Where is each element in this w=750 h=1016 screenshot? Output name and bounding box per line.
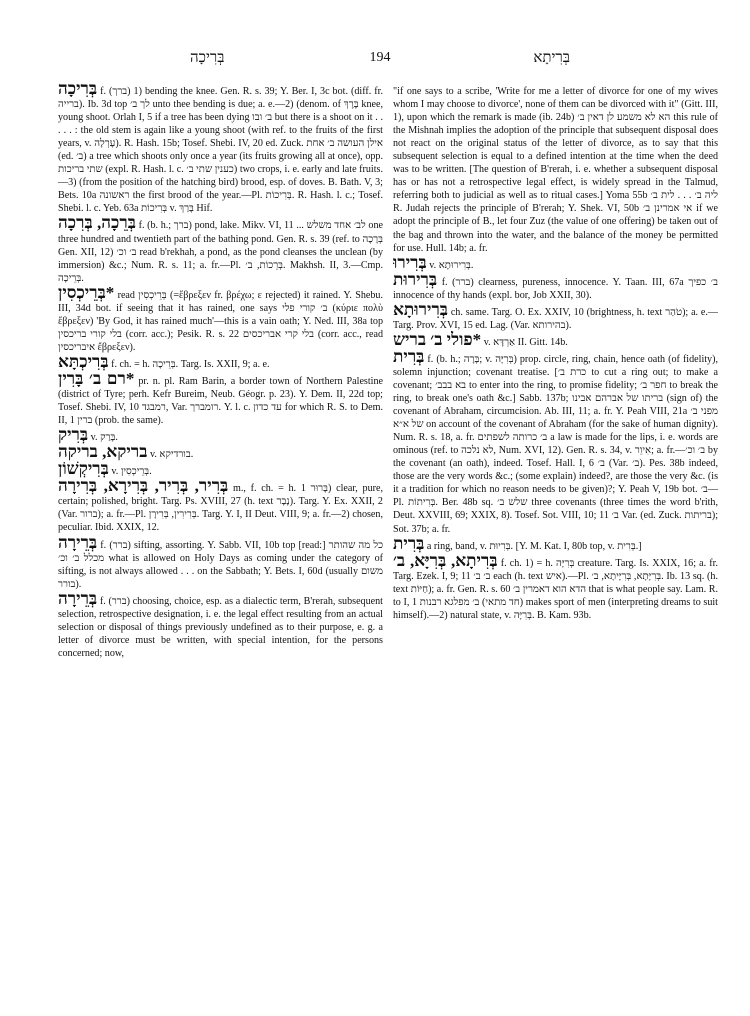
entry-headword: בְּרִיתָא, בְּרִיָּא, ב׳	[393, 550, 498, 570]
entry-headword: בְּרִיקְשׁוֹן	[58, 459, 109, 479]
entry-headword: בְּרִיכְתָּא	[58, 351, 109, 371]
dictionary-entry	[58, 368, 383, 427]
entry-text: read בְּרֵיכְסִין (=ἔβρεξεν fr. βρέχω; ε rejected) it rained. Y. Shebu. III, 34d bot. if seeing that it has rained, one says ב׳ קורי פלי (κύριε πολὺ ἔβρεξεν) 'By God, it has rained much'—this is a vain oath; Y. Ned. III, 38a top בלי קורי בריכסין (corr. acc.); Pesik. R. s. 22 בלי קרי אבריכסים (corr. acc., read איבריכסין ἔβρεξεν).	[58, 289, 383, 353]
entry-text: f. (ברר) choosing, choice, esp. as a dialectic term, B'rerah, subsequent selection, retrospective designation, i. e. the legal effect resulting from an actual selection or disposal of things previously undefined as to their purpose, e. g. a letter of divorce must be written, with special intention, for the persons concerned; now,	[58, 595, 383, 659]
dictionary-entry	[58, 82, 383, 215]
page-header	[40, 50, 720, 74]
entry-headword: בְּרֵכָה, בְּרִכָה	[58, 213, 136, 233]
entry-text: "if one says to a scribe, 'Write for me a letter of divorce for one of my wives whom I may choose to divorce', none of them can be divorced with it" (Gitt. III, 1), upon which the remark is made (ib. 24b) הא לא משמע לן דאין ב׳ this rule of the Mishnah implies the adoption of the principle that subsequent disposal does not react on the original status of the letter of divorce, as to say that this subsequent selection is equal to a defined intention at the time when the deed was to be written. [The question of B'rerah, i. e. whether a subsequent disposal has or has not a retrospective legal effect, is widely spread in the Talmud, referring both to judicial as well as to ritual cases.] Yoma 55b ליה ב׳ . . . לית ב׳ R. Judah rejects the principle of B'rerah; Y. Shek. VI, 50b אי אמרינן ב׳ if we adopt the principle of B., let four Zuz (the value of one offering) be taken out of the bag and thrown into the water, and the balance of the money be permitted for use. Hull. 14b; a. fr.	[393, 86, 718, 254]
entry-headword: בְּרִיר, בְּרִיר, בְּרִירָא, בְּרִירָה	[58, 476, 229, 496]
entry-text: f. (ברר) sifting, assorting. Y. Sabb. VII, 10b top [read:] כל מה שהותר מכלל ב׳ וכ׳ what is allowed on Holy Days as coming under the category of sifting, is not always allowed . . . on the Sabbath; Y. Bets. I, 60d (usually משום בורר).	[58, 539, 383, 590]
entry-text: f. (ברר) clearness, pureness, innocence. Y. Taan. III, 67a ב׳ כפיך innocence of thy hands (expl. bor, Job XXII, 30).	[393, 276, 718, 301]
entry-headword: בְּרִית	[393, 346, 425, 366]
entry-text: f. ch. 1) = h. בְּרִיָּה creature. Targ. Is. XXIX, 16; a. fr. Targ. Ezek. I, 9; 11 ב׳ ב׳ each (h. text איש).—Pl. בְּרִיָּתָא, בְּרִיָּיתָא, ב׳. Ib. 13 sq. (h. text חַיּוֹת); a. fr. Gen. R. s. 60 הדא הוא דאמרין ב׳ that is what people say. Lam. R. to I, 1 חד מתאי) ב׳ מפלגא רבנות) makes sport of men (interpreting dreams to suit himself).—2) natural state, v. בְּרִיָּה. B. Kam. 93b.	[393, 557, 718, 621]
entry-text: v. אַרְדָּא II. Gitt. 14b.	[483, 336, 568, 348]
entry-text: f. (ברך) 1) bending the knee. Gen. R. s. 39; Y. Ber. I, 3c bot. (diff. fr. ברייה). Ib. 3d top לך ב׳ unto thee bending is due; a. e.—2) (denom. of בֶּרֶךְ knee, young shoot. Orlah I, 5 if a tree has been dying ב׳ ובו but there is a shoot on it . . . . . : the old stem is again like a young shoot (with ref. to the fruits of the first years, v. עָרְלָה). R. Hash. 15b; Tosef. Shebi. IV, 20 ed. Zuck. אילן העושה ב׳ אחת (ed. ב׳) a tree which shoots only once a year (its fruits growing all at once), opp. שתי בריכות (expl. R. Hash. l. c. כענין שתי ב׳) two crops, i. e. early and late fruits.—3) (from the position of the hatching bird) brood, esp. of doves. B. Bath. V, 3; Bets. 10a ראשונה the first brood of the year.—Pl. בְּרִיכוֹת. R. Hash. l. c.; Tosef. Shebi. l. c. Yeb. 63a בְּרִיכוֹת v. בָּרַךְ Hif.	[58, 86, 383, 215]
entry-text: m., f. ch. = h. בָּרוּר 1) clear, pure, certain; polished, bright. Targ. Ps. XVIII, 27 (h. text נָבָר). Targ. Y. Ex. XXII, 2 (Var. ברור); a. fr.—Pl. בְּרִירִין, בְּרִירָן. Targ. Y. I, II Deut. VIII, 9; a. fr.—2) chosen, peculiar. Ibid. XXIX, 12.	[58, 483, 383, 534]
entry-headword: בְּרֵירָה	[58, 588, 98, 608]
entry-text: ch. same. Targ. O. Ex. XXIV, 10 (brightness, h. text טֹהַר); a. e.—Targ. Prov. XVI, 15 ed. Lag. (Var. בהירותא).	[393, 306, 718, 331]
dictionary-entry	[393, 329, 718, 349]
entry-headword: בְּרִית	[393, 533, 425, 553]
dictionary-entry	[393, 346, 718, 536]
entry-headword: בְּרֵירָה	[58, 532, 98, 552]
entry-text: v. בָּרַק.	[90, 432, 118, 444]
dictionary-entry	[58, 213, 383, 284]
entry-headword: *בְּרֵיכְסִין	[58, 282, 115, 302]
entry-headword: בְּרִירוּתָא	[393, 299, 448, 319]
entry-text: v. בְּרִירוּתָא.	[429, 259, 474, 271]
entry-headword: בְּרִיכָה	[58, 82, 98, 98]
entry-headword: בְּרִירוּ	[393, 252, 427, 272]
entry-headword: *רם ב׳ בָּרִין	[58, 368, 135, 388]
entry-text: f. ch. = h. בְּרֵיכָה. Targ. Is. XXII, 9; a. e.	[111, 358, 270, 370]
left-column	[58, 82, 383, 1002]
entry-text: pr. n. pl. Ram Barin, a border town of Northern Palestine (district of Tyre; perh. Kefr Bureim, Neub. Géogr. p. 23). Y. Dem. II, 22d top; Tosef. Shebi. IV, 10 רמבגד, Var. רומברך. Y. l. c. עד כדון for which R. S. to Dem. II, 1 ברין (prob. the same).	[58, 375, 383, 427]
dictionary-entry	[393, 269, 718, 302]
entry-headword: בריקא, בריקה	[58, 442, 148, 462]
dictionary-entry	[393, 82, 718, 255]
entry-headword: בְּרִירוּת	[393, 269, 438, 289]
dictionary-entry	[58, 532, 383, 591]
header-left-word: בְּרִיכָה	[190, 50, 225, 66]
entry-text: v. בְּרֵיכְסִין.	[111, 466, 152, 478]
entry-text: a ring, band, v. בְּרִיוּת. [Y. M. Kat. I, 80b top, v. בְּרִית.]	[426, 540, 642, 552]
page-number: 194	[369, 50, 391, 65]
entry-text: f. (b. h.; ברך) pond, lake. Mikv. VI, 11 ... לב׳ אחד משלש one three hundred and twentieth part of the bathing pond. Gen. R. s. 39 (ref. to בְּרָכָה Gen. XII, 12) ב׳ וכ׳ read b'rekhah, a pond, as the pond cleanses the unclean (by immersion) &c.; Num. R. s. 11; a. fr.—Pl. בְּרֵכוֹת, ב׳. Makhsh. II, 3.—Cmp. בְּרֵיכָה.	[58, 220, 383, 284]
entry-headword: *פולי ב׳ בריש	[393, 329, 482, 349]
dictionary-entry	[58, 476, 383, 534]
dictionary-entry	[393, 550, 718, 622]
entry-headword: בְּרִיק	[58, 425, 89, 445]
entry-text: v. בורדיקא.	[149, 449, 194, 461]
dictionary-entry	[393, 252, 718, 272]
entry-text: f. (b. h.; בָּרָה; v. בְּרִיָּה) prop. circle, ring, chain, hence oath (of fidelity), solemn injunction; covenant treatise. [כרת ב׳ to cut a ring out; to make a covenant; בא בבב׳ to enter into the ring, to promise fidelity; חפר ב׳ to break the ring, to break one's oath &c.] Sabb. 137b; בריתו של אברהם אבינו (sign of) the covenant of Abraham, circumcision. Ab. III, 11; a. fr. Y. Peah VIII, 21a מפני ב׳ של א״א on account of the covenant of Abraham (for the sake of human dignity). Num. R. s. 18, a. fr. ב׳ כרותה לשפתים a law is made for the lips, i. e. words are ominous (ref. to לא נלכה, Num. XVI, 12). Gen. R. s. 34, v. אִיוֵר; a. fr.—ב׳ וכ׳ by the covenant (an oath), indeed. Tosef. Hall. I, 6 ב׳ (Var. ב׳). Pes. 38b indeed, those are the very words &c.; (some explain) indeed?, are those the very &c. (is it a tradition for which no reason needs to be given)?; Y. Peah V, 19b bot. ב׳—Pl. בְּרִיתוֹת. Ber. 48b sq. שלש ב׳ three covenants (three times the word b'rith, Deut. XXVIII, 69; XXIX, 8). Tosef. Sot. VIII, 10; 11 ב׳ Var. (ed. Zuck. בריתות); Sot. 37b; a. fr.	[393, 353, 718, 535]
right-column	[393, 82, 718, 1002]
dictionary-entry	[393, 299, 718, 332]
header-right-word: בְּרִיתָא	[533, 50, 570, 66]
dictionary-entry	[58, 588, 383, 660]
dictionary-entry	[58, 282, 383, 354]
